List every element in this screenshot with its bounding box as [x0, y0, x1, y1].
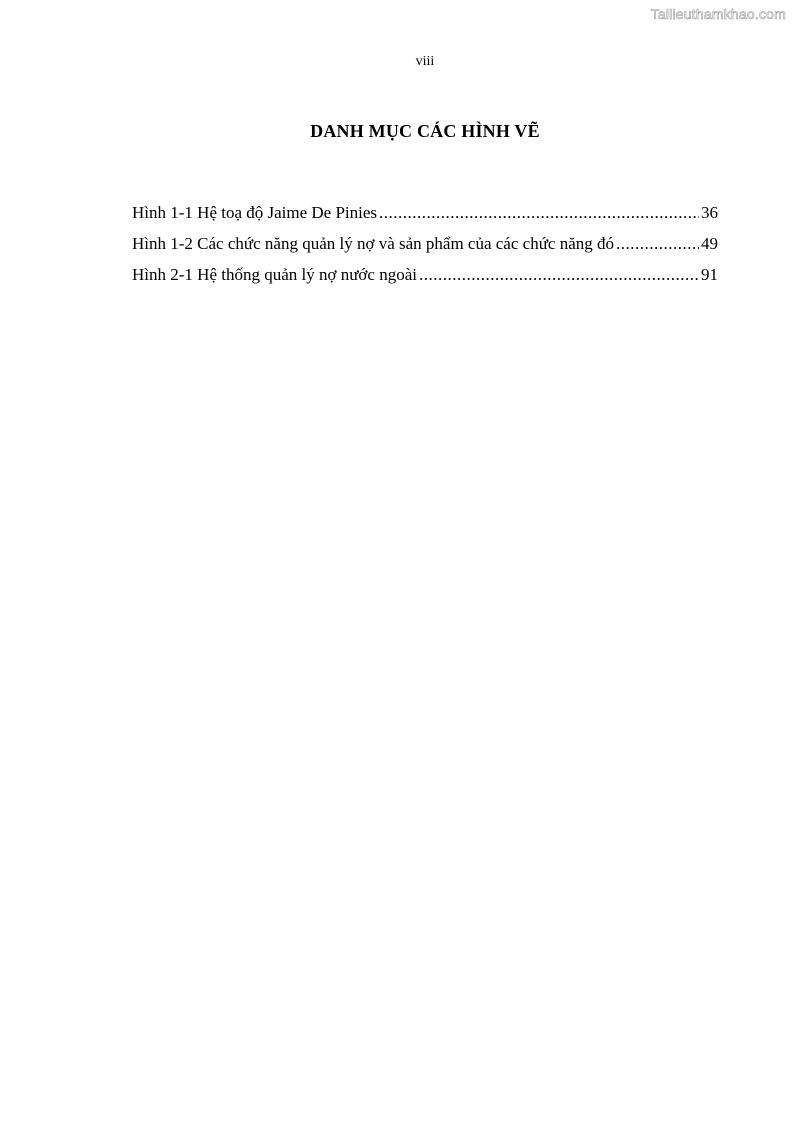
watermark: Tailieuthamkhao.com — [650, 6, 786, 22]
dot-leader — [419, 265, 699, 285]
page-title: DANH MỤC CÁC HÌNH VẼ — [310, 121, 540, 141]
page-number: viii — [415, 54, 435, 69]
figure-entry-label: Hình 2-1 Hệ thống quản lý nợ nước ngoài — [132, 265, 417, 284]
dot-leader — [616, 234, 699, 254]
figure-entry[interactable] — [132, 265, 718, 296]
figure-list — [132, 203, 718, 296]
figure-entry-label: Hình 1-2 Các chức năng quản lý nợ và sản phẩm của các chức năng đó — [132, 234, 615, 253]
figure-entry-page: 36 — [701, 203, 718, 222]
dot-leader — [379, 203, 699, 223]
figure-entry-page: 49 — [701, 234, 718, 253]
figure-entry-page: 91 — [701, 265, 718, 284]
figure-entry[interactable] — [132, 203, 718, 234]
figure-entry[interactable] — [132, 234, 718, 265]
figure-entry-label: Hình 1-1 Hệ toạ độ Jaime De Pinies — [132, 203, 378, 222]
